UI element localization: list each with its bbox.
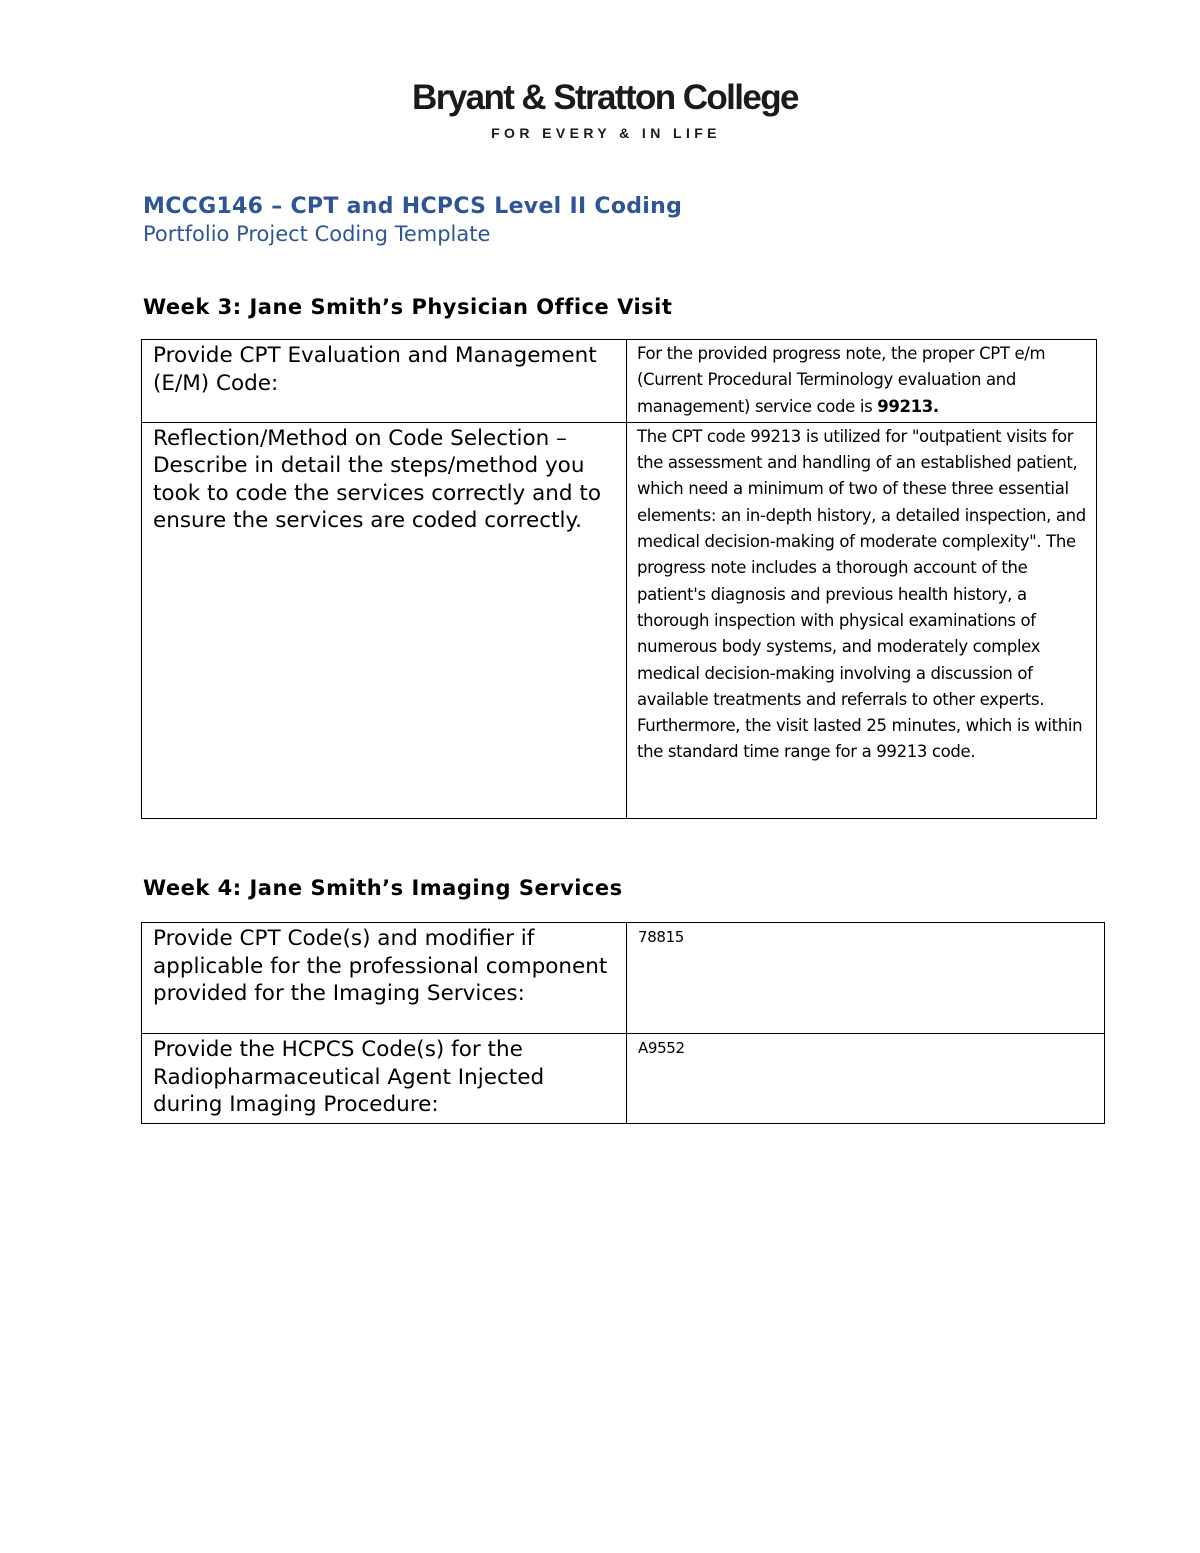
college-logo <box>0 78 1200 118</box>
em-code-answer-text: For the provided progress note, the proper CPT e/m (Current Procedural Terminology evaluation and management) service code is <box>637 344 1046 416</box>
prompt-cell <box>142 1034 627 1124</box>
logo-tagline: FOR EVERY & IN LIFE <box>491 125 721 141</box>
em-code-prompt: Provide CPT Evaluation and Management (E/M) Code: <box>153 343 597 396</box>
week3-heading: Week 3: Jane Smith’s Physician Office Visit <box>143 295 673 319</box>
em-code-answer <box>627 340 1096 422</box>
week4-table <box>141 922 1105 1124</box>
answer-cell <box>627 422 1097 818</box>
cpt-imaging-answer: 78815 <box>638 928 684 946</box>
reflection-answer: The CPT code 99213 is utilized for "outpatient visits for the assessment and handling of an established patient, which need a minimum of two of these three essential elements: an in-depth history, a detailed inspection, and medical decision-making of moderate complexity". The progress note includes a thorough account of the patient's diagnosis and previous health history, a thorough inspection with physical examinations of numerous body systems, and moderately complex medical decision-making involving a discussion of available treatments and referrals to other experts. Furthermore, the visit lasted 25 minutes, which is within the standard time range for a 99213 code. <box>637 426 1086 762</box>
course-title: MCCG146 – CPT and HCPCS Level II Coding <box>143 194 683 219</box>
hcpcs-agent-answer: A9552 <box>638 1039 685 1057</box>
answer-cell <box>627 1034 1105 1124</box>
prompt-cell <box>142 422 627 818</box>
answer-cell <box>627 923 1105 1034</box>
reflection-prompt: Reflection/Method on Code Selection – Describe in detail the steps/method you took to code the services correctly and to ensure the services are coded correctly. <box>153 425 601 534</box>
cpt-imaging-prompt: Provide CPT Code(s) and modifier if applicable for the professional component provided for the Imaging Services: <box>153 926 608 1006</box>
week4-heading: Week 4: Jane Smith’s Imaging Services <box>143 876 623 900</box>
em-code-value: 99213. <box>877 396 939 416</box>
course-subtitle: Portfolio Project Coding Template <box>143 222 491 246</box>
hcpcs-agent-prompt: Provide the HCPCS Code(s) for the Radiopharmaceutical Agent Injected during Imaging Procedure: <box>153 1037 545 1117</box>
table-row <box>142 422 1097 818</box>
prompt-cell <box>142 923 627 1034</box>
prompt-cell <box>142 340 627 423</box>
logo-name: Bryant & Stratton College <box>412 78 798 117</box>
table-row <box>142 923 1105 1034</box>
answer-cell <box>627 340 1097 423</box>
table-row <box>142 340 1097 423</box>
week3-table <box>141 339 1097 819</box>
table-row <box>142 1034 1105 1124</box>
